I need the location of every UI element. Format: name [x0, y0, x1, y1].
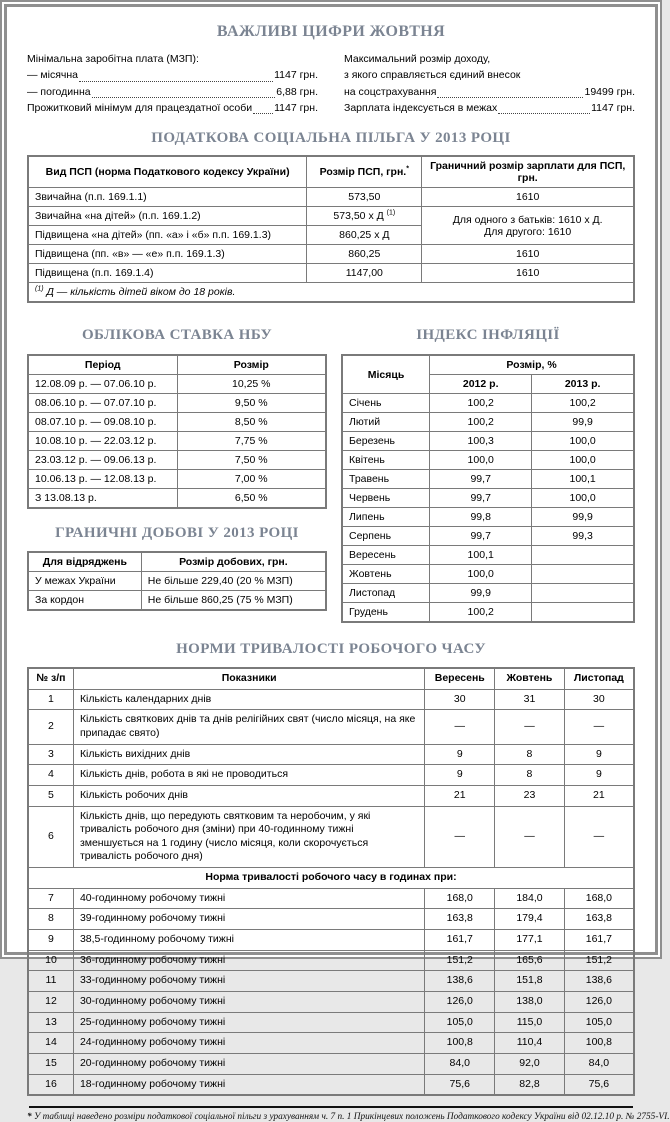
psp-size-value: 573,50 х Д: [333, 210, 384, 223]
dobovi-amount-cell: Не більше 860,25 (75 % МЗП): [141, 591, 326, 611]
month-cell: Жовтень: [342, 565, 430, 584]
psp-col-limit: Граничний розмір зарплати для ПСП, грн.: [422, 156, 634, 188]
value-2012-cell: 99,8: [430, 508, 532, 527]
october-cell: 92,0: [495, 1053, 565, 1074]
october-cell: 151,8: [495, 971, 565, 992]
month-cell: Липень: [342, 508, 430, 527]
dobovi-section-title: ГРАНИЧНІ ДОБОВІ У 2013 РОЦІ: [55, 525, 299, 542]
row-number-cell: 4: [28, 765, 73, 786]
september-cell: 75,6: [425, 1074, 495, 1095]
nbu-rate-cell: 9,50 %: [177, 394, 326, 413]
figure-value: 1147 грн.: [274, 69, 318, 82]
value-2013-cell: [532, 565, 634, 584]
value-2013-cell: 100,0: [532, 451, 634, 470]
dobovi-header-row: [28, 552, 326, 572]
month-cell: Червень: [342, 489, 430, 508]
november-cell: 168,0: [564, 888, 634, 909]
dobovi-col-size: Розмір добових, грн.: [141, 552, 326, 572]
table-row: [28, 950, 634, 971]
table-row: [28, 413, 326, 432]
indicator-cell: 33-годинному робочому тижні: [73, 971, 424, 992]
min-wage-heading: Мінімальна заробітна плата (МЗП):: [27, 53, 199, 65]
middle-right-column: [341, 323, 635, 623]
september-cell: 9: [425, 765, 495, 786]
table-row: [28, 785, 634, 806]
psp-table: [27, 155, 635, 303]
table-row: [342, 470, 634, 489]
november-cell: 21: [564, 785, 634, 806]
value-2012-cell: 100,0: [430, 451, 532, 470]
september-cell: 105,0: [425, 1012, 495, 1033]
table-row: [28, 744, 634, 765]
table-row: [28, 470, 326, 489]
footnote-text: У таблиці наведено розміри податкової соціальної пільги з урахуванням ч. 7 п. 1 Прикінцевих положень Податкового кодексу України від 02.12.10 р. № 2755-VI.: [33, 1112, 670, 1122]
nbu-rate-cell: 6,50 %: [177, 489, 326, 509]
footnote-ref-superscript: (1): [386, 209, 396, 217]
october-cell: 179,4: [495, 909, 565, 930]
figure-label: на соцстрахування: [344, 85, 437, 98]
value-2012-cell: 100,2: [430, 413, 532, 432]
table-row: [28, 375, 326, 394]
table-row: [28, 888, 634, 909]
psp-size-cell: 573,50: [307, 188, 422, 207]
indicator-cell: Кількість днів, що передують святковим та неробочим, у які тривалість робочого дня (зміни) при 40-годинному тижні зменшується на 1 годину (число місяця, коли скорочується тривалість робочого дня): [73, 806, 424, 868]
value-2013-cell: 99,3: [532, 527, 634, 546]
nbu-rate-cell: 7,00 %: [177, 470, 326, 489]
value-2013-cell: [532, 603, 634, 623]
table-row: [342, 432, 634, 451]
november-cell: 30: [564, 689, 634, 710]
september-cell: 161,7: [425, 930, 495, 951]
psp-header-row: [28, 156, 634, 188]
month-cell: Лютий: [342, 413, 430, 432]
nbu-rate-cell: 7,50 %: [177, 451, 326, 470]
table-row: [342, 451, 634, 470]
table-row: [28, 451, 326, 470]
table-row: [28, 1053, 634, 1074]
table-row: [342, 508, 634, 527]
psp-col-size: [307, 156, 422, 188]
november-cell: 9: [564, 765, 634, 786]
month-cell: Травень: [342, 470, 430, 489]
row-number-cell: 14: [28, 1033, 73, 1054]
november-cell: 9: [564, 744, 634, 765]
table-row: [342, 584, 634, 603]
september-cell: 100,8: [425, 1033, 495, 1054]
figure-value: 1147 грн.: [591, 101, 635, 114]
nbu-col-period: Період: [28, 355, 177, 375]
table-row: [342, 546, 634, 565]
table-row: [28, 806, 634, 868]
inflation-col-2012: 2012 р.: [430, 375, 532, 394]
september-cell: 84,0: [425, 1053, 495, 1074]
table-row: [28, 909, 634, 930]
value-2013-cell: 100,0: [532, 432, 634, 451]
key-figures-right: [344, 51, 635, 116]
psp-size-cell: 1147,00: [307, 264, 422, 283]
nbu-period-cell: 08.06.10 р. — 07.07.10 р.: [28, 394, 177, 413]
september-cell: 21: [425, 785, 495, 806]
october-cell: —: [495, 710, 565, 744]
value-2012-cell: 100,2: [430, 603, 532, 623]
nbu-period-cell: 10.08.10 р. — 22.03.12 р.: [28, 432, 177, 451]
key-figures-block: [27, 51, 635, 116]
nbu-period-cell: З 13.08.13 р.: [28, 489, 177, 509]
value-2013-cell: 100,1: [532, 470, 634, 489]
september-cell: —: [425, 710, 495, 744]
figure-line-indexation: [344, 100, 635, 116]
october-cell: 23: [495, 785, 565, 806]
dobovi-table: [27, 551, 327, 611]
psp-type-cell: Підвищена (пп. «в» — «е» п.п. 169.1.3): [28, 245, 307, 264]
nbu-rate-cell: 7,75 %: [177, 432, 326, 451]
table-row: [342, 603, 634, 623]
row-number-cell: 8: [28, 909, 73, 930]
norms-section-title: НОРМИ ТРИВАЛОСТІ РОБОЧОГО ЧАСУ: [176, 641, 486, 658]
figure-value: 19499 грн.: [584, 85, 635, 98]
psp-col-size-label: Розмір ПСП, грн.: [319, 166, 407, 179]
value-2012-cell: 100,3: [430, 432, 532, 451]
table-row: [28, 1033, 634, 1054]
table-row: [342, 527, 634, 546]
october-cell: 165,6: [495, 950, 565, 971]
table-row: [342, 413, 634, 432]
table-row: [342, 565, 634, 584]
table-row: [28, 710, 634, 744]
norms-col-november: Листопад: [564, 668, 634, 689]
october-cell: —: [495, 806, 565, 868]
nbu-header-row: [28, 355, 326, 375]
psp-type-cell: Підвищена «на дітей» (пп. «а» і «б» п.п. 169.1.3): [28, 226, 307, 245]
row-number-cell: 2: [28, 710, 73, 744]
page-content: [4, 4, 670, 1122]
value-2013-cell: 99,9: [532, 413, 634, 432]
middle-left-column: [27, 323, 327, 611]
value-2012-cell: 99,7: [430, 527, 532, 546]
september-cell: 126,0: [425, 991, 495, 1012]
table-row: [28, 207, 634, 226]
table-row: [342, 489, 634, 508]
november-cell: 75,6: [564, 1074, 634, 1095]
page-title: ВАЖЛИВІ ЦИФРИ ЖОВТНЯ: [216, 23, 446, 40]
row-number-cell: 7: [28, 888, 73, 909]
table-row: [28, 1012, 634, 1033]
table-row: [28, 432, 326, 451]
table-row: [28, 264, 634, 283]
psp-footnote-cell: [28, 283, 634, 303]
november-cell: 100,8: [564, 1033, 634, 1054]
value-2013-cell: [532, 584, 634, 603]
nbu-period-cell: 10.06.13 р. — 12.08.13 р.: [28, 470, 177, 489]
row-number-cell: 5: [28, 785, 73, 806]
norms-col-indicator: Показники: [73, 668, 424, 689]
dobovi-col-trips: Для відряджень: [28, 552, 141, 572]
november-cell: 151,2: [564, 950, 634, 971]
october-cell: 110,4: [495, 1033, 565, 1054]
psp-size-cell: 860,25 х Д: [307, 226, 422, 245]
inflation-header-row-1: [342, 355, 634, 375]
dotted-leader: [253, 113, 273, 114]
september-cell: 168,0: [425, 888, 495, 909]
asterisk-superscript: *: [406, 165, 409, 173]
psp-limit-line: Для одного з батьків: 1610 х Д.: [452, 213, 603, 226]
figure-line-social-insurance: [344, 84, 635, 100]
indicator-cell: 25-годинному робочому тижні: [73, 1012, 424, 1033]
month-cell: Січень: [342, 394, 430, 413]
table-row: [28, 930, 634, 951]
figure-line-monthly: [27, 67, 318, 83]
table-row: [28, 1074, 634, 1095]
row-number-cell: 15: [28, 1053, 73, 1074]
norms-section-header-row: [28, 868, 634, 889]
psp-limit-line: Для другого: 1610: [484, 225, 572, 238]
november-cell: 105,0: [564, 1012, 634, 1033]
nbu-rate-table: [27, 354, 327, 509]
value-2012-cell: 99,7: [430, 470, 532, 489]
table-row: [28, 188, 634, 207]
month-cell: Березень: [342, 432, 430, 451]
inflation-col-2013: 2013 р.: [532, 375, 634, 394]
row-number-cell: 9: [28, 930, 73, 951]
table-row: [28, 572, 326, 591]
row-number-cell: 10: [28, 950, 73, 971]
october-cell: 138,0: [495, 991, 565, 1012]
table-row: [28, 689, 634, 710]
november-cell: 126,0: [564, 991, 634, 1012]
september-cell: 30: [425, 689, 495, 710]
psp-footnote-row: [28, 283, 634, 303]
table-row: [28, 765, 634, 786]
indicator-cell: 20-годинному робочому тижні: [73, 1053, 424, 1074]
table-row: [28, 394, 326, 413]
key-figures-left: [27, 51, 318, 116]
middle-columns: [27, 323, 635, 623]
dotted-leader: [79, 81, 273, 82]
page-footnote: [27, 1112, 670, 1122]
november-cell: —: [564, 710, 634, 744]
month-cell: Листопад: [342, 584, 430, 603]
indicator-cell: 38,5-годинному робочому тижні: [73, 930, 424, 951]
value-2013-cell: 100,0: [532, 489, 634, 508]
value-2012-cell: 100,2: [430, 394, 532, 413]
nbu-rate-cell: 10,25 %: [177, 375, 326, 394]
psp-footnote-text: Д — кількість дітей віком до 18 років.: [46, 286, 236, 299]
november-cell: 138,6: [564, 971, 634, 992]
inflation-col-month: Місяць: [342, 355, 430, 394]
indicator-cell: Кількість днів, робота в які не проводиться: [73, 765, 424, 786]
figure-label: Прожитковий мінімум для працездатної особи: [27, 101, 253, 114]
row-number-cell: 11: [28, 971, 73, 992]
dotted-leader: [92, 97, 276, 98]
table-row: [28, 245, 634, 264]
november-cell: 163,8: [564, 909, 634, 930]
indicator-cell: 40-годинному робочому тижні: [73, 888, 424, 909]
dobovi-scope-cell: У межах України: [28, 572, 141, 591]
indicator-cell: Кількість святкових днів та днів релігійних свят (число місяця, на яке припадає свято): [73, 710, 424, 744]
september-cell: 138,6: [425, 971, 495, 992]
october-cell: 82,8: [495, 1074, 565, 1095]
table-row: [342, 394, 634, 413]
october-cell: 177,1: [495, 930, 565, 951]
psp-type-cell: Звичайна «на дітей» (п.п. 169.1.2): [28, 207, 307, 226]
figure-value: 6,88 грн.: [276, 85, 318, 98]
indicator-cell: 30-годинному робочому тижні: [73, 991, 424, 1012]
nbu-period-cell: 08.07.10 р. — 09.08.10 р.: [28, 413, 177, 432]
psp-limit-cell: 1610: [422, 245, 634, 264]
working-time-norms-table: [27, 667, 635, 1096]
psp-type-cell: Звичайна (п.п. 169.1.1): [28, 188, 307, 207]
figure-label: Зарплата індексується в межах: [344, 101, 498, 114]
nbu-period-cell: 12.08.09 р. — 07.06.10 р.: [28, 375, 177, 394]
max-income-line-2: з якого справляється єдиний внесок: [344, 69, 521, 82]
psp-col-type: Вид ПСП (норма Податкового кодексу України): [28, 156, 307, 188]
footnote-asterisk: *: [27, 1112, 32, 1122]
psp-section: [27, 130, 635, 303]
month-cell: Грудень: [342, 603, 430, 623]
october-cell: 115,0: [495, 1012, 565, 1033]
psp-size-cell: [307, 207, 422, 226]
inflation-col-size: Розмір, %: [430, 355, 634, 375]
value-2012-cell: 99,9: [430, 584, 532, 603]
indicator-cell: 18-годинному робочому тижні: [73, 1074, 424, 1095]
psp-section-title: ПОДАТКОВА СОЦІАЛЬНА ПІЛЬГА У 2013 РОЦІ: [151, 130, 511, 147]
row-number-cell: 12: [28, 991, 73, 1012]
table-row: [28, 991, 634, 1012]
nbu-col-size: Розмір: [177, 355, 326, 375]
value-2012-cell: 100,0: [430, 565, 532, 584]
nbu-rate-cell: 8,50 %: [177, 413, 326, 432]
psp-limit-cell: 1610: [422, 188, 634, 207]
november-cell: 84,0: [564, 1053, 634, 1074]
figure-label: — місячна: [27, 69, 79, 82]
indicator-cell: 24-годинному робочому тижні: [73, 1033, 424, 1054]
november-cell: —: [564, 806, 634, 868]
norms-section-header: Норма тривалості робочого часу в годинах при:: [28, 868, 634, 889]
dobovi-amount-cell: Не більше 229,40 (20 % МЗП): [141, 572, 326, 591]
indicator-cell: 36-годинному робочому тижні: [73, 950, 424, 971]
inflation-table: [341, 354, 635, 623]
september-cell: 163,8: [425, 909, 495, 930]
figure-value: 1147 грн.: [274, 101, 318, 114]
november-cell: 161,7: [564, 930, 634, 951]
indicator-cell: 39-годинному робочому тижні: [73, 909, 424, 930]
indicator-cell: Кількість робочих днів: [73, 785, 424, 806]
dobovi-scope-cell: За кордон: [28, 591, 141, 611]
table-row: [28, 489, 326, 509]
september-cell: —: [425, 806, 495, 868]
figure-label: — погодинна: [27, 85, 91, 98]
psp-size-cell: 860,25: [307, 245, 422, 264]
row-number-cell: 13: [28, 1012, 73, 1033]
table-row: [28, 971, 634, 992]
max-income-line-1: Максимальний розмір доходу,: [344, 53, 491, 65]
october-cell: 31: [495, 689, 565, 710]
norms-col-num: № з/п: [28, 668, 73, 689]
indicator-cell: Кількість календарних днів: [73, 689, 424, 710]
october-cell: 8: [495, 765, 565, 786]
nbu-period-cell: 23.03.12 р. — 09.06.13 р.: [28, 451, 177, 470]
row-number-cell: 1: [28, 689, 73, 710]
norms-col-october: Жовтень: [495, 668, 565, 689]
value-2013-cell: 99,9: [532, 508, 634, 527]
norms-header-row: [28, 668, 634, 689]
value-2013-cell: [532, 546, 634, 565]
nbu-section-title: ОБЛІКОВА СТАВКА НБУ: [81, 327, 273, 344]
value-2012-cell: 99,7: [430, 489, 532, 508]
month-cell: Вересень: [342, 546, 430, 565]
september-cell: 151,2: [425, 950, 495, 971]
figure-line-subsistence: [27, 100, 318, 116]
norms-col-september: Вересень: [425, 668, 495, 689]
october-cell: 184,0: [495, 888, 565, 909]
indicator-cell: Кількість вихідних днів: [73, 744, 424, 765]
inflation-section-title: ІНДЕКС ІНФЛЯЦІЇ: [416, 327, 560, 344]
footer-divider: [29, 1106, 633, 1108]
dotted-leader: [437, 97, 583, 98]
table-row: [28, 591, 326, 611]
row-number-cell: 3: [28, 744, 73, 765]
row-number-cell: 6: [28, 806, 73, 868]
psp-limit-cell: 1610: [422, 264, 634, 283]
month-cell: Серпень: [342, 527, 430, 546]
footnote-ref-superscript: (1): [35, 285, 44, 293]
month-cell: Квітень: [342, 451, 430, 470]
psp-limit-merged-cell: [422, 207, 634, 245]
value-2012-cell: 100,1: [430, 546, 532, 565]
october-cell: 8: [495, 744, 565, 765]
figure-line-hourly: [27, 84, 318, 100]
dotted-leader: [498, 113, 590, 114]
psp-type-cell: Підвищена (п.п. 169.1.4): [28, 264, 307, 283]
september-cell: 9: [425, 744, 495, 765]
row-number-cell: 16: [28, 1074, 73, 1095]
value-2013-cell: 100,2: [532, 394, 634, 413]
